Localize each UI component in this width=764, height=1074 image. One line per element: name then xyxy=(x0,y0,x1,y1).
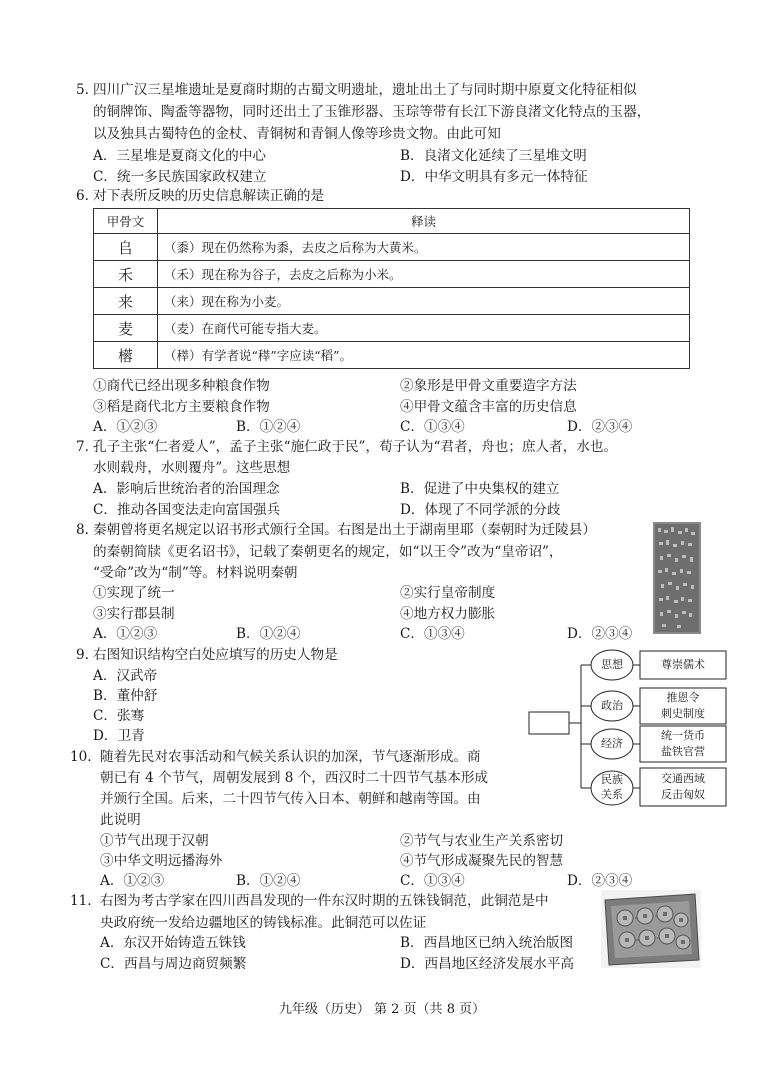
q6-option-c: C．①③④ xyxy=(400,419,465,435)
table-cell-reading: （来）现在称为小麦。 xyxy=(158,288,690,315)
q5-stem-line: 以及独具古蜀特色的金杖、青铜树和青铜人像等珍贵文物。由此可知 xyxy=(93,126,501,142)
diagram-box-economy-2: 盐铁官营 xyxy=(661,745,705,758)
q6-item-3: ③稻是商代北方主要粮食作物 xyxy=(93,399,270,415)
oracle-bone-table xyxy=(93,208,690,369)
table-cell-reading: （黍）现在仍然称为黍，去皮之后称为大黄米。 xyxy=(158,234,690,261)
q8-item-3: ③实行郡县制 xyxy=(93,606,175,622)
q10-number: 10. xyxy=(70,749,92,765)
diagram-box-thought: 尊崇儒术 xyxy=(661,658,705,671)
q8-option-c: C．①③④ xyxy=(400,626,465,642)
table-row xyxy=(94,288,690,315)
q10-item-1: ①节气出现于汉朝 xyxy=(100,833,209,849)
table-header-oracle: 甲骨文 xyxy=(94,209,158,234)
qin-bamboo-slip-image xyxy=(653,522,701,634)
oracle-glyph: 𠂤 xyxy=(117,238,133,257)
q5-option-b: B．良渚文化延续了三星堆文明 xyxy=(400,148,587,164)
page-footer: 九年级（历史） 第 2 页（共 8 页） xyxy=(278,1002,486,1017)
diagram-node-politics: 政治 xyxy=(601,699,623,712)
q5-number: 5. xyxy=(76,82,89,98)
q7-option-c: C．推动各国变法走向富国强兵 xyxy=(93,502,281,518)
knowledge-structure-diagram xyxy=(528,648,728,808)
q9-option-a: A．汉武帝 xyxy=(93,668,158,684)
q8-option-a: A．①②③ xyxy=(93,626,158,642)
table-cell-reading: （禾）现在称为谷子，去皮之后称为小米。 xyxy=(158,261,690,288)
oracle-glyph: 㯴 xyxy=(117,346,133,365)
diagram-box-politics-2: 刺史制度 xyxy=(661,707,705,720)
diagram-node-economy: 经济 xyxy=(601,737,623,750)
q6-number: 6. xyxy=(76,188,89,204)
q10-stem-line: 朝已有 4 个节气，周朝发展到 8 个，西汉时二十四节气基本形成 xyxy=(100,770,489,786)
q7-stem-line: 水则载舟，水则覆舟”。这些思想 xyxy=(93,460,291,476)
q7-option-a: A．影响后世统治者的治国理念 xyxy=(93,481,280,497)
q6-stem: 对下表所反映的历史信息解读正确的是 xyxy=(93,188,325,204)
q9-stem: 右图知识结构空白处应填写的历史人物是 xyxy=(93,647,338,663)
diagram-node-thought: 思想 xyxy=(601,658,623,671)
table-cell-reading: （麦）在商代可能专指大麦。 xyxy=(158,315,690,342)
q5-option-d: D．中华文明具有多元一体特征 xyxy=(400,169,588,185)
q11-option-a: A．东汉开始铸造五铢钱 xyxy=(100,935,246,951)
q6-option-a: A．①②③ xyxy=(93,419,158,435)
q7-stem-line: 孔子主张“仁者爱人”，孟子主张“施仁政于民”，荀子认为“君者，舟也；庶人者，水也。 xyxy=(93,439,618,455)
q7-option-b: B．促进了中央集权的建立 xyxy=(400,481,560,497)
q5-stem-line: 四川广汉三星堆遗址是夏商时期的古蜀文明遗址，遗址出土了与同时期中原夏文化特征相似 xyxy=(93,82,637,98)
q6-option-d: D．②③④ xyxy=(567,419,633,435)
q11-number: 11. xyxy=(70,893,92,909)
diagram-box-ethnic-1: 交通西域 xyxy=(661,772,705,785)
q10-stem-line: 随着先民对农事活动和气候关系认识的加深，节气逐渐形成。商 xyxy=(100,749,481,765)
coin-mold-image xyxy=(601,890,701,968)
q8-item-1: ①实现了统一 xyxy=(93,585,175,601)
q9-option-b: B．董仲舒 xyxy=(93,688,158,704)
table-row xyxy=(94,342,690,369)
q11-stem-line: 央政府统一发给边疆地区的铸钱标准。此铜范可以佐证 xyxy=(100,915,427,931)
q10-item-4: ④节气形成凝聚先民的智慧 xyxy=(400,853,564,869)
q5-stem-line: 的铜牌饰、陶盉等器物，同时还出土了玉锥形器、玉琮等带有长江下游良渚文化特点的玉器， xyxy=(93,104,651,120)
q6-item-4: ④甲骨文蕴含丰富的历史信息 xyxy=(400,399,577,415)
q11-option-c: C．西昌与周边商贸频繁 xyxy=(100,956,247,972)
q9-number: 9. xyxy=(76,647,89,663)
q8-item-2: ②实行皇帝制度 xyxy=(400,585,496,601)
q11-option-d: D．西昌地区经济发展水平高 xyxy=(400,956,575,972)
q7-number: 7. xyxy=(76,439,89,455)
oracle-glyph: 麦 xyxy=(117,319,133,338)
q8-stem-line: 秦朝曾将更名规定以诏书形式颁行全国。右图是出土于湖南里耶（秦朝时为迁陵县） xyxy=(93,522,596,538)
diagram-box-politics-1: 推恩令 xyxy=(666,691,700,704)
table-header-reading: 释读 xyxy=(158,209,690,234)
q8-option-b: B．①②④ xyxy=(236,626,301,642)
q5-option-a: A．三星堆是夏商文化的中心 xyxy=(93,148,266,164)
q8-stem-line: “受命”改为“制”等。材料说明秦朝 xyxy=(93,565,298,581)
q9-option-c: C．张骞 xyxy=(93,708,145,724)
q8-number: 8. xyxy=(76,522,89,538)
q8-item-4: ④地方权力膨胀 xyxy=(400,606,496,622)
q10-option-c: C．①③④ xyxy=(400,873,465,889)
q9-option-d: D．卫青 xyxy=(93,728,145,744)
diagram-node-relations: 关系 xyxy=(601,788,623,801)
q10-stem-line: 并颁行全国。后来，二十四节气传入日本、朝鲜和越南等国。由 xyxy=(100,791,481,807)
table-cell-reading: （䅸）有学者说“䅸”字应读“稻”。 xyxy=(158,342,690,369)
q8-stem-line: 的秦朝简牍《更名诏书》，记载了秦朝更名的规定，如“以王令”改为“皇帝诏”， xyxy=(93,544,563,560)
q6-option-b: B．①②④ xyxy=(236,419,301,435)
q10-stem-line: 此说明 xyxy=(100,812,141,828)
q11-option-b: B．西昌地区已纳入统治版图 xyxy=(400,935,574,951)
q11-stem-line: 右图为考古学家在四川西昌发现的一件东汉时期的五铢钱铜范，此铜范是中 xyxy=(100,893,549,909)
table-row xyxy=(94,261,690,288)
q10-option-d: D．②③④ xyxy=(567,873,633,889)
diagram-node-ethnic: 民族 xyxy=(601,773,623,786)
q7-option-d: D．体现了不同学派的分歧 xyxy=(400,502,561,518)
table-row xyxy=(94,234,690,261)
q10-item-3: ③中华文明远播海外 xyxy=(100,853,223,869)
q10-item-2: ②节气与农业生产关系密切 xyxy=(400,833,564,849)
diagram-box-economy-1: 统一货币 xyxy=(661,729,705,742)
q6-item-2: ②象形是甲骨文重要造字方法 xyxy=(400,378,577,394)
q6-item-1: ①商代已经出现多种粮食作物 xyxy=(93,378,270,394)
table-row xyxy=(94,315,690,342)
oracle-glyph: 禾 xyxy=(117,265,133,284)
q8-option-d: D．②③④ xyxy=(567,626,633,642)
q5-option-c: C．统一多民族国家政权建立 xyxy=(93,169,267,185)
diagram-box-ethnic-2: 反击匈奴 xyxy=(661,788,705,801)
q10-option-b: B．①②④ xyxy=(236,873,301,889)
oracle-glyph: 来 xyxy=(117,292,133,311)
q10-option-a: A．①②③ xyxy=(100,873,165,889)
